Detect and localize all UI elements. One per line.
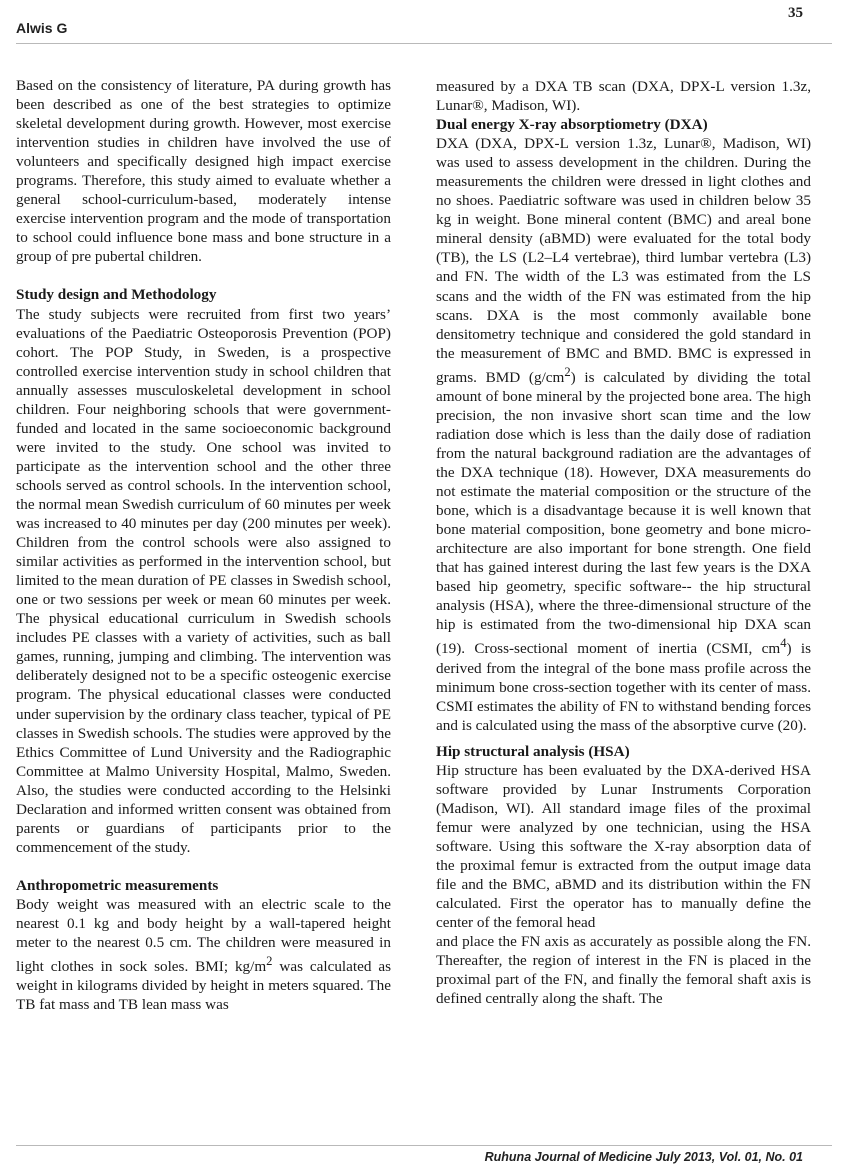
right-column — [436, 77, 811, 1008]
dxa-text: DXA (DXA, DPX-L version 1.3z, Lunar®, Madison, WI) was used to assess development in the children. During the measurements the children were dressed in light clothes and no shoes. Paediatric software was used in children below 35 kg in weight. Bone mineral content (BMC) and areal bone mineral density (aBMD) were evaluated for the total body (TB), the LS (L2–L4 vertebrae), third lumbar vertebra (L3) and FN. The width of the L3 was estimated from the LS scans and the width of the FN was estimated from the hip scans. DXA is the most commonly available bone densitometry technique and considered the gold standard in the measurement of BMC and BMD. BMC is expressed in grams. BMD (g/cm — [436, 135, 811, 386]
dxa-text: ) is calculated by dividing the total amount of bone mineral by the projected bone area. The high precision, the non invasive short scan time and the low radiation dose which is less than the daily dose of radiation from the natural background radiation are the advantages of the DXA technique (18). However, DXA measurements do not estimate the material composition or the structure of the bone, which is a disadvantage because it is well known that bone material composition, bone geometry and bone micro-architecture are also important for bone strength. One field that has gained interest during the last few years is the DXA based hip geometry, specific software-- the hip structural analysis (HSA), where the three-dimensional structure of the hip is estimated from the two-dimensional hip DXA scan (19). Cross-sectional moment of inertia (CSMI, cm — [436, 368, 811, 658]
left-column — [16, 76, 391, 1014]
page-number: 35 — [788, 5, 803, 21]
hsa-heading: Hip structural analysis (HSA) — [436, 742, 630, 760]
continuation-paragraph: measured by a DXA TB scan (DXA, DPX-L version 1.3z, Lunar®, Madison, WI). — [436, 78, 811, 115]
footer-divider — [16, 1145, 832, 1146]
header-divider — [16, 43, 832, 44]
superscript: 2 — [266, 954, 273, 969]
spacer — [16, 857, 391, 876]
dxa-text: ) is derived from the integral of the bone mass profile across the minimum bone cross-section together with its center of mass. CSMI estimates the ability of FN to withstand bending forces and is calculated using the mass of the absorptive curve (20). — [436, 640, 811, 734]
study-design-heading: Study design and Methodology — [16, 286, 217, 304]
journal-footer: Ruhuna Journal of Medicine July 2013, Vol. 01, No. 01 — [484, 1150, 803, 1164]
superscript: 4 — [780, 636, 787, 651]
dxa-heading: Dual energy X-ray absorptiometry (DXA) — [436, 116, 708, 134]
spacer — [16, 266, 391, 285]
hsa-paragraph: and place the FN axis as accurately as possible along the FN. Thereafter, the region of interest in the FN is placed in the proximal part of the FN, and finally the femoral shaft axis is defined centrally along the shaft. The — [436, 933, 811, 1008]
anthropometric-text: was calculated as weight in kilograms divided by height in meters squared. The TB fat mass and TB lean mass was — [16, 958, 391, 1014]
running-header-author: Alwis G — [16, 20, 68, 36]
study-design-paragraph: The study subjects were recruited from first two years’ evaluations of the Paediatric Osteoporosis Prevention (POP) cohort. The POP Study, in Sweden, is a prospective controlled exercise intervention study in school children that annually assesses musculoskeletal development in school children. Four neighboring schools that were government-funded and located in the same socioeconomic background were invited to the study. One school was invited to participate as the intervention school and the other three schools served as control schools. In the intervention school, the normal mean Swedish curriculum of 60 minutes per week was increased to 40 minutes per day (200 minutes per week). Children from the control schools were also assigned to similar activities as performed in the intervention school, but limited to the mean duration of PE classes in Swedish school, one or two sessions per week or mean 60 minutes per week. The physical educational curriculum in Swedish schools includes PE classes with a variety of activities, such as ball games, running, jumping and climbing. The intervention was deliberately designed not to be a specific osteogenic exercise program. The physical educational classes were conducted under supervision by the ordinary class teacher, typical of PE classes in Swedish schools. The studies were approved by the Ethics Committee of Lund University and the Radiographic Committee at Malmo University Hospital, Malmo, Sweden. Also, the studies were conducted according to the Helsinki Declaration and informed written consent was obtained from parents or guardians of participants prior to the commencement of the study. — [16, 305, 391, 856]
intro-paragraph: Based on the consistency of literature, PA during growth has been described as one of the best strategies to optimize skeletal development during growth. However, most exercise intervention studies in children have involved the use of volunteers and specifically designed high impact exercise programs. Therefore, this study aimed to evaluate whether a general school-curriculum-based, moderately intense exercise intervention program and the mode of transportation to school could influence bone mass and bone structure in a group of pre pubertal children. — [16, 77, 391, 266]
spacer — [436, 735, 811, 742]
dxa-paragraph — [436, 134, 811, 735]
anthropometric-heading: Anthropometric measurements — [16, 876, 219, 894]
anthropometric-text: Body weight was measured with an electric scale to the nearest 0.1 kg and body height by a wall-tapered height meter to the nearest 0.5 cm. The children were measured in light clothes in sock soles. BMI; kg/m — [16, 895, 391, 976]
superscript: 2 — [564, 364, 571, 379]
anthropometric-paragraph — [16, 895, 391, 1014]
hsa-paragraph: Hip structure has been evaluated by the DXA-derived HSA software provided by Lunar Instruments Corporation (Madison, WI). All standard image files of the proximal femur were analyzed by one technician, using the HSA software. Using this software the X-ray absorption data of the proximal femur is extracted from the output image data file and the BMC, aBMD and its distribution within the FN calculated. First the operator has to manually define the center of the femoral head — [436, 761, 811, 932]
